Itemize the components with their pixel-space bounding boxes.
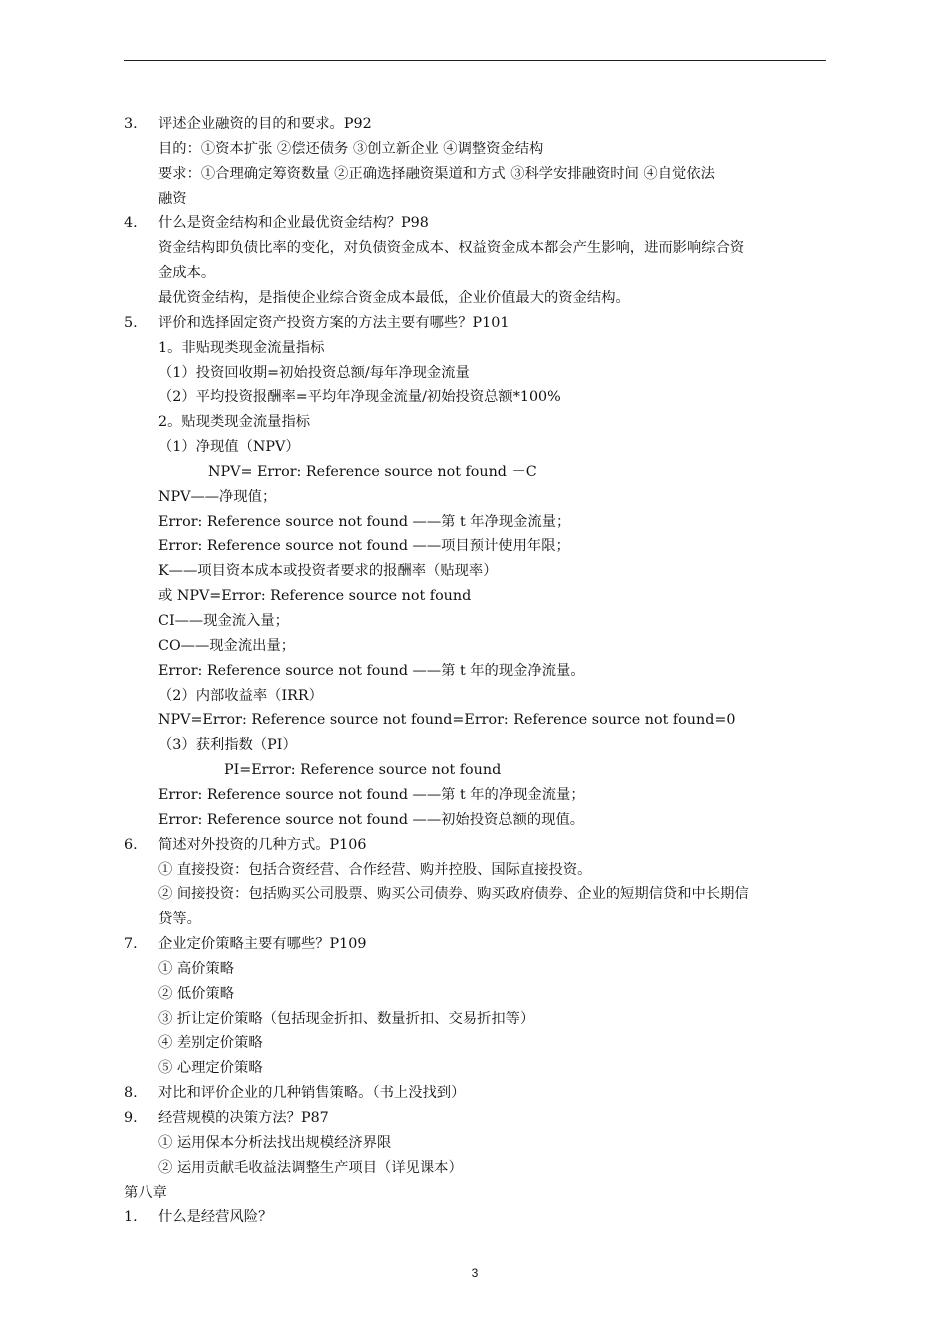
text-line: 贷等。 [158,911,201,928]
text-line: CO——现金流出量； [158,637,296,654]
text-line: ① 直接投资：包括合资经营、合作经营、购并控股、国际直接投资。 [158,861,592,878]
text-line: K——项目资本成本或投资者要求的报酬率（贴现率） [158,563,498,580]
list-number: 3. [124,116,138,132]
list-number: 7. [124,936,138,953]
text-line: PI=Error: Reference source not found [224,762,502,779]
list-number: 8. [124,1085,138,1102]
text-line: 什么是资金结构和企业最优资金结构？P98 [158,215,429,232]
text-line: 简述对外投资的几种方式。P106 [158,836,367,853]
list-number: 1. [124,1209,138,1226]
text-line: Error: Reference source not found ——第 t 年的现金净流量。 [158,662,585,679]
list-number: 4. [124,215,138,232]
text-line: 融资 [158,190,187,207]
text-line: ⑤ 心理定价策略 [158,1060,263,1077]
text-line: 评价和选择固定资产投资方案的方法主要有哪些？P101 [158,314,510,331]
text-line: Error: Reference source not found ——第 t 年净现金流量； [158,513,571,530]
text-line: 金成本。 [158,265,216,282]
text-line: 经营规模的决策方法？P87 [158,1110,329,1126]
text-line: 1。非贴现类现金流量指标 [158,339,325,356]
text-line: CI——现金流入量； [158,613,289,629]
text-line: ② 运用贡献毛收益法调整生产项目（详见课本） [158,1159,463,1176]
text-line: （2）内部收益率（IRR） [158,687,323,704]
text-line: Error: Reference source not found ——初始投资总额的现值。 [158,811,585,828]
text-line: 企业定价策略主要有哪些？P109 [158,936,367,953]
text-line: （1）投资回收期=初始投资总额/每年净现金流量 [158,364,470,381]
text-line: 最优资金结构，是指使企业综合资金成本最低，企业价值最大的资金结构。 [158,289,630,306]
text-line: Error: Reference source not found ——项目预计使用年限； [158,538,570,555]
text-line: Error: Reference source not found ——第 t 年的净现金流量； [158,786,585,803]
text-line: 要求：①合理确定筹资数量 ②正确选择融资渠道和方式 ③科学安排融资时间 ④自觉依法 [158,165,715,182]
list-number: 6. [124,836,138,853]
text-line: 什么是经营风险？ [158,1209,273,1226]
text-line: ① 高价策略 [158,960,235,977]
page-number: 3 [471,1266,479,1280]
text-line: ④ 差别定价策略 [158,1035,263,1052]
text-line: （2）平均投资报酬率=平均年净现金流量/初始投资总额*100% [158,389,561,406]
text-line: ① 运用保本分析法找出规模经济界限 [158,1134,392,1151]
list-number: 9. [124,1110,138,1126]
text-line: NPV=Error: Reference source not found=Error: Reference source not found=0 [158,712,736,729]
text-line: 或 NPV=Error: Reference source not found [158,588,472,605]
text-line: （3）获利指数（PI） [158,737,297,754]
text-line: 资金结构即负债比率的变化，对负债资金成本、权益资金成本都会产生影响，进而影响综合资 [158,240,745,257]
text-line: ③ 折让定价策略（包括现金折扣、数量折扣、交易折扣等） [158,1010,535,1027]
text-line: 评述企业融资的目的和要求。P92 [158,116,372,132]
text-line: 对比和评价企业的几种销售策略。（书上没找到） [158,1085,466,1102]
text-line: 目的：①资本扩张 ②偿还债务 ③创立新企业 ④调整资金结构 [158,140,544,157]
text-line: （1）净现值（NPV） [158,439,300,456]
header-rule [124,60,826,61]
text-line: NPV——净现值； [158,488,277,505]
chapter-heading: 第八章 [124,1184,167,1201]
list-number: 5. [124,314,138,331]
text-line: 2。贴现类现金流量指标 [158,414,311,431]
text-line: ② 低价策略 [158,985,235,1002]
text-line: NPV= Error: Reference source not found －C [208,463,537,480]
text-line: ② 间接投资：包括购买公司股票、购买公司债券、购买政府债券、企业的短期信贷和中长期信 [158,886,749,903]
